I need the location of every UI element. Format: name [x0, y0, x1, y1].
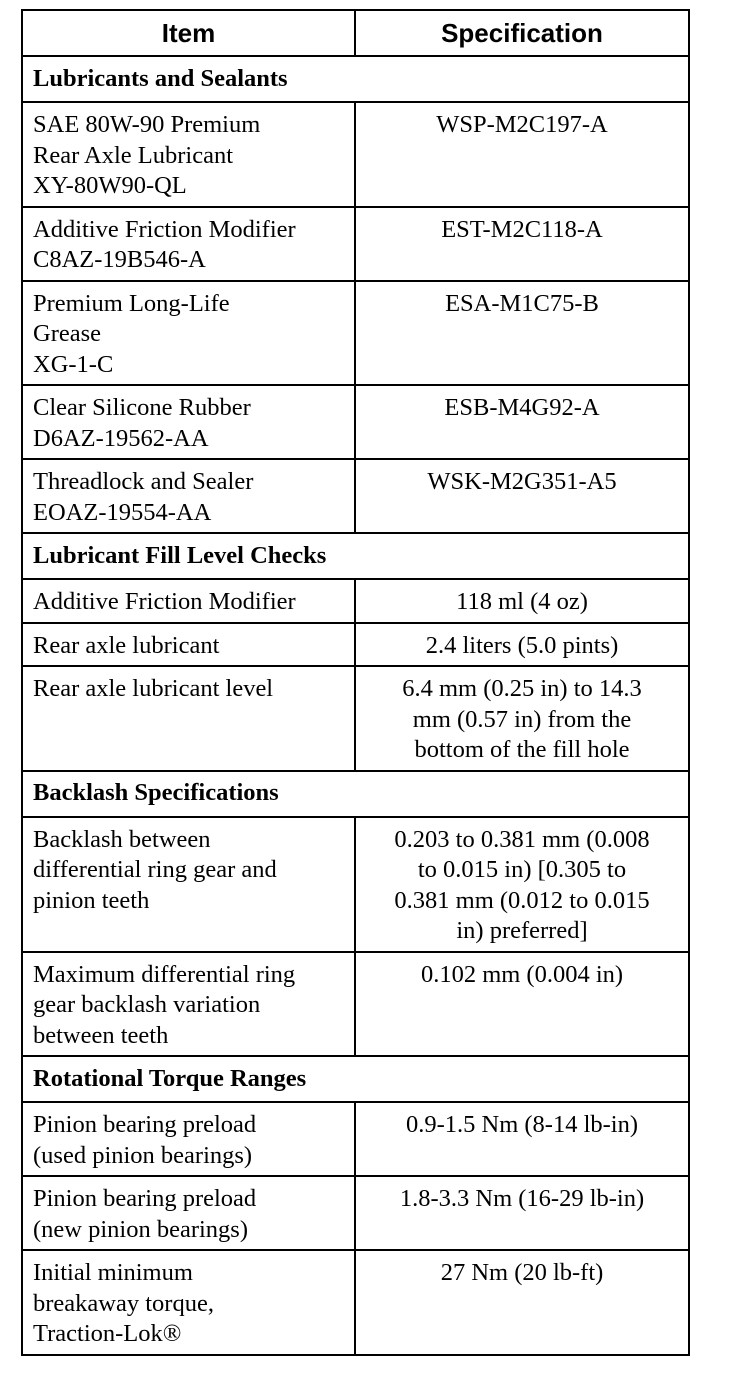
specification-cell: [355, 1250, 689, 1355]
table-row: [22, 579, 689, 623]
item-cell: [22, 1250, 355, 1355]
specification-column-header: Specification: [355, 10, 689, 56]
item-text-line: C8AZ-19B546-A: [33, 246, 206, 273]
item-text-line: (new pinion bearings): [33, 1215, 248, 1243]
section-title: Lubricant Fill Level Checks: [22, 533, 689, 579]
item-text-line: between teeth: [33, 1021, 169, 1049]
item-cell: [22, 1176, 355, 1250]
specification-text-line: 0.9-1.5 Nm (8-14 lb-in): [405, 1111, 639, 1138]
item-text-line: Clear Silicone Rubber: [33, 394, 251, 421]
table-row: [22, 1176, 689, 1250]
item-text-line: Threadlock and Sealer: [33, 468, 254, 495]
specification-text-line: EST-M2C118-A: [441, 215, 603, 243]
specification-table: [21, 9, 690, 1356]
section-row: [22, 56, 689, 102]
table-row: [22, 102, 689, 207]
table-header-row: [22, 10, 689, 56]
section-title: Backlash Specifications: [22, 771, 689, 817]
item-cell: [22, 102, 355, 207]
specification-text-line: bottom of the fill hole: [414, 736, 630, 763]
specification-text-line: 1.8-3.3 Nm (16-29 lb-in): [399, 1185, 645, 1212]
item-cell: [22, 385, 355, 459]
item-cell: [22, 952, 355, 1057]
specification-text-line: mm (0.57 in) from the: [412, 705, 632, 733]
item-text-line: (used pinion bearings): [33, 1141, 253, 1169]
item-text-line: Backlash between: [33, 825, 211, 853]
specification-cell: [355, 952, 689, 1057]
item-text-line: EOAZ-19554-AA: [33, 498, 212, 526]
item-text-line: gear backlash variation: [33, 991, 261, 1018]
item-text-line: XY-80W90-QL: [33, 172, 187, 199]
section-row: [22, 771, 689, 817]
table-row: [22, 207, 689, 281]
specification-cell: [355, 102, 689, 207]
item-text-line: breakaway torque,: [33, 1289, 214, 1317]
item-text-line: Traction-Lok®: [33, 1320, 182, 1347]
table-row: [22, 385, 689, 459]
table-row: [22, 281, 689, 386]
specification-text-line: 0.102 mm (0.004 in): [420, 960, 624, 988]
specification-text-line: in) preferred]: [456, 917, 588, 944]
item-text-line: Grease: [33, 320, 102, 347]
item-text-line: pinion teeth: [33, 886, 150, 914]
item-cell: [22, 817, 355, 952]
section-row: [22, 533, 689, 579]
item-cell: [22, 459, 355, 533]
specification-text-line: ESB-M4G92-A: [444, 394, 600, 421]
item-cell: [22, 1102, 355, 1176]
specification-cell: [355, 207, 689, 281]
specification-text-line: 0.203 to 0.381 mm (0.008: [394, 825, 650, 853]
item-text-line: differential ring gear and: [33, 856, 277, 883]
specification-cell: [355, 281, 689, 386]
specification-cell: [355, 459, 689, 533]
specification-cell: [355, 579, 689, 623]
specification-cell: [355, 385, 689, 459]
section-title: Lubricants and Sealants: [22, 56, 689, 102]
item-cell: [22, 207, 355, 281]
item-cell: [22, 281, 355, 386]
specification-text-line: 6.4 mm (0.25 in) to 14.3: [402, 675, 642, 702]
specification-text-line: 118 ml (4 oz): [456, 588, 588, 615]
item-text-line: Additive Friction Modifier: [33, 215, 296, 243]
table-row: [22, 666, 689, 771]
specification-text-line: ESA-M1C75-B: [445, 289, 599, 317]
table-row: [22, 623, 689, 667]
specification-cell: [355, 623, 689, 667]
section-row: [22, 1056, 689, 1102]
item-text-line: Pinion bearing preload: [33, 1185, 257, 1212]
table-row: [22, 952, 689, 1057]
specification-text-line: 0.381 mm (0.012 to 0.015: [394, 886, 650, 914]
item-column-header: Item: [22, 10, 355, 56]
specification-text-line: WSP-M2C197-A: [436, 111, 608, 138]
item-cell: [22, 579, 355, 623]
item-text-line: Rear axle lubricant level: [33, 675, 274, 702]
table-row: [22, 1250, 689, 1355]
table-row: [22, 817, 689, 952]
specification-cell: [355, 817, 689, 952]
table-body: [22, 56, 689, 1355]
specification-text-line: 27 Nm (20 lb-ft): [440, 1259, 604, 1286]
item-text-line: Initial minimum: [33, 1259, 193, 1286]
item-text-line: SAE 80W-90 Premium: [33, 111, 261, 138]
specification-cell: [355, 666, 689, 771]
table-row: [22, 1102, 689, 1176]
specification-cell: [355, 1102, 689, 1176]
item-text-line: Pinion bearing preload: [33, 1111, 257, 1138]
item-text-line: Maximum differential ring: [33, 960, 296, 988]
item-text-line: Rear axle lubricant: [33, 631, 220, 659]
item-text-line: Additive Friction Modifier: [33, 588, 296, 615]
section-title: Rotational Torque Ranges: [22, 1056, 689, 1102]
specification-text-line: WSK-M2G351-A5: [427, 468, 617, 495]
specification-cell: [355, 1176, 689, 1250]
specification-text-line: 2.4 liters (5.0 pints): [425, 631, 619, 659]
item-text-line: XG-1-C: [33, 350, 114, 378]
item-cell: [22, 666, 355, 771]
specification-text-line: to 0.015 in) [0.305 to: [417, 856, 627, 883]
item-cell: [22, 623, 355, 667]
item-text-line: Rear Axle Lubricant: [33, 141, 234, 169]
item-text-line: D6AZ-19562-AA: [33, 424, 209, 452]
table-row: [22, 459, 689, 533]
item-text-line: Premium Long-Life: [33, 289, 230, 317]
